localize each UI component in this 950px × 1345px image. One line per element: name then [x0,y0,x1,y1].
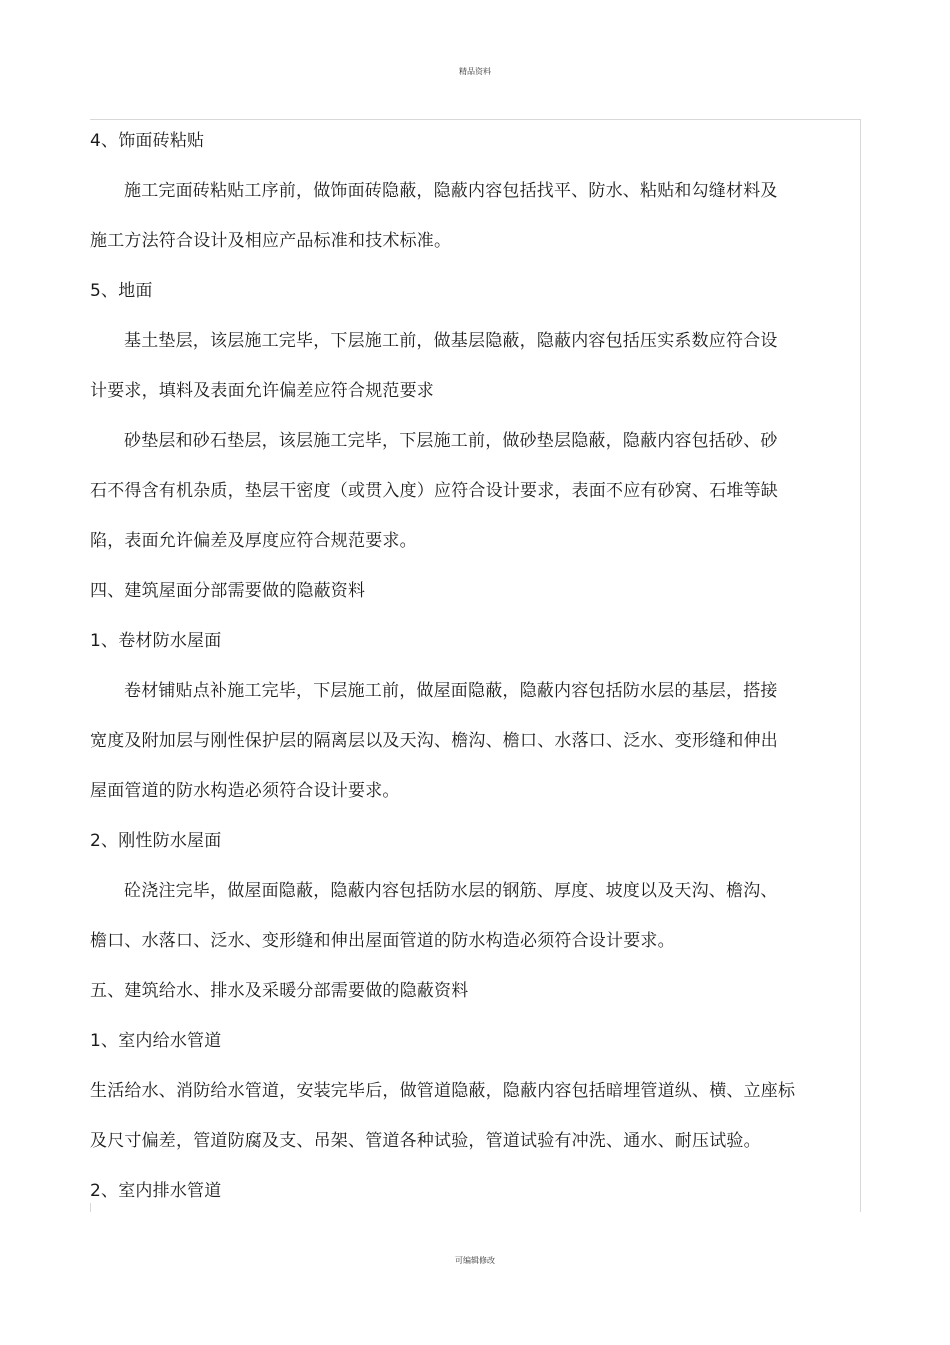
section-heading-rigid-roof: 2、刚性防水屋面 [90,831,222,851]
chapter-heading-roofing: 四、建筑屋面分部需要做的隐蔽资料 [90,581,366,601]
section-heading-drainage: 2、室内排水管道 [90,1181,222,1201]
paragraph-line: 砼浇注完毕，做屋面隐蔽，隐蔽内容包括防水层的钢筋、厚度、坡度以及天沟、檐沟、 [124,881,778,901]
paragraph-line: 石不得含有机杂质，垫层干密度（或贯入度）应符合设计要求，表面不应有砂窝、石堆等缺 [90,481,778,501]
section-heading-water-supply: 1、室内给水管道 [90,1031,222,1051]
paragraph-line: 及尺寸偏差，管道防腐及支、吊架、管道各种试验，管道试验有冲洗、通水、耐压试验。 [90,1131,761,1151]
paragraph-line: 生活给水、消防给水管道，安装完毕后，做管道隐蔽，隐蔽内容包括暗埋管道纵、横、立座标 [90,1081,796,1101]
frame-right-border [860,119,861,1212]
paragraph-line: 砂垫层和砂石垫层，该层施工完毕，下层施工前，做砂垫层隐蔽，隐蔽内容包括砂、砂 [124,431,778,451]
paragraph-line: 宽度及附加层与刚性保护层的隔离层以及天沟、檐沟、檐口、水落口、泛水、变形缝和伸出 [90,731,778,751]
section-heading-membrane-roof: 1、卷材防水屋面 [90,631,222,651]
paragraph-line: 施工方法符合设计及相应产品标准和技术标准。 [90,231,452,251]
paragraph-line: 檐口、水落口、泛水、变形缝和伸出屋面管道的防水构造必须符合设计要求。 [90,931,675,951]
section-heading-tile-adhesion: 4、饰面砖粘贴 [90,131,205,151]
document-body [90,116,835,1216]
page-footer: 可编辑修改 [455,1256,495,1265]
paragraph-line: 基土垫层，该层施工完毕，下层施工前，做基层隐蔽，隐蔽内容包括压实系数应符合设 [124,331,778,351]
paragraph-line: 计要求，填料及表面允许偏差应符合规范要求 [90,381,434,401]
paragraph-line: 施工完面砖粘贴工序前，做饰面砖隐蔽，隐蔽内容包括找平、防水、粘贴和勾缝材料及 [124,181,778,201]
paragraph-line: 陷，表面允许偏差及厚度应符合规范要求。 [90,531,417,551]
chapter-heading-plumbing: 五、建筑给水、排水及采暖分部需要做的隐蔽资料 [90,981,469,1001]
paragraph-line: 卷材铺贴点补施工完毕，下层施工前，做屋面隐蔽，隐蔽内容包括防水层的基层，搭接 [124,681,778,701]
page-header: 精品资料 [459,67,491,76]
paragraph-line: 屋面管道的防水构造必须符合设计要求。 [90,781,400,801]
section-heading-floor: 5、地面 [90,281,153,301]
